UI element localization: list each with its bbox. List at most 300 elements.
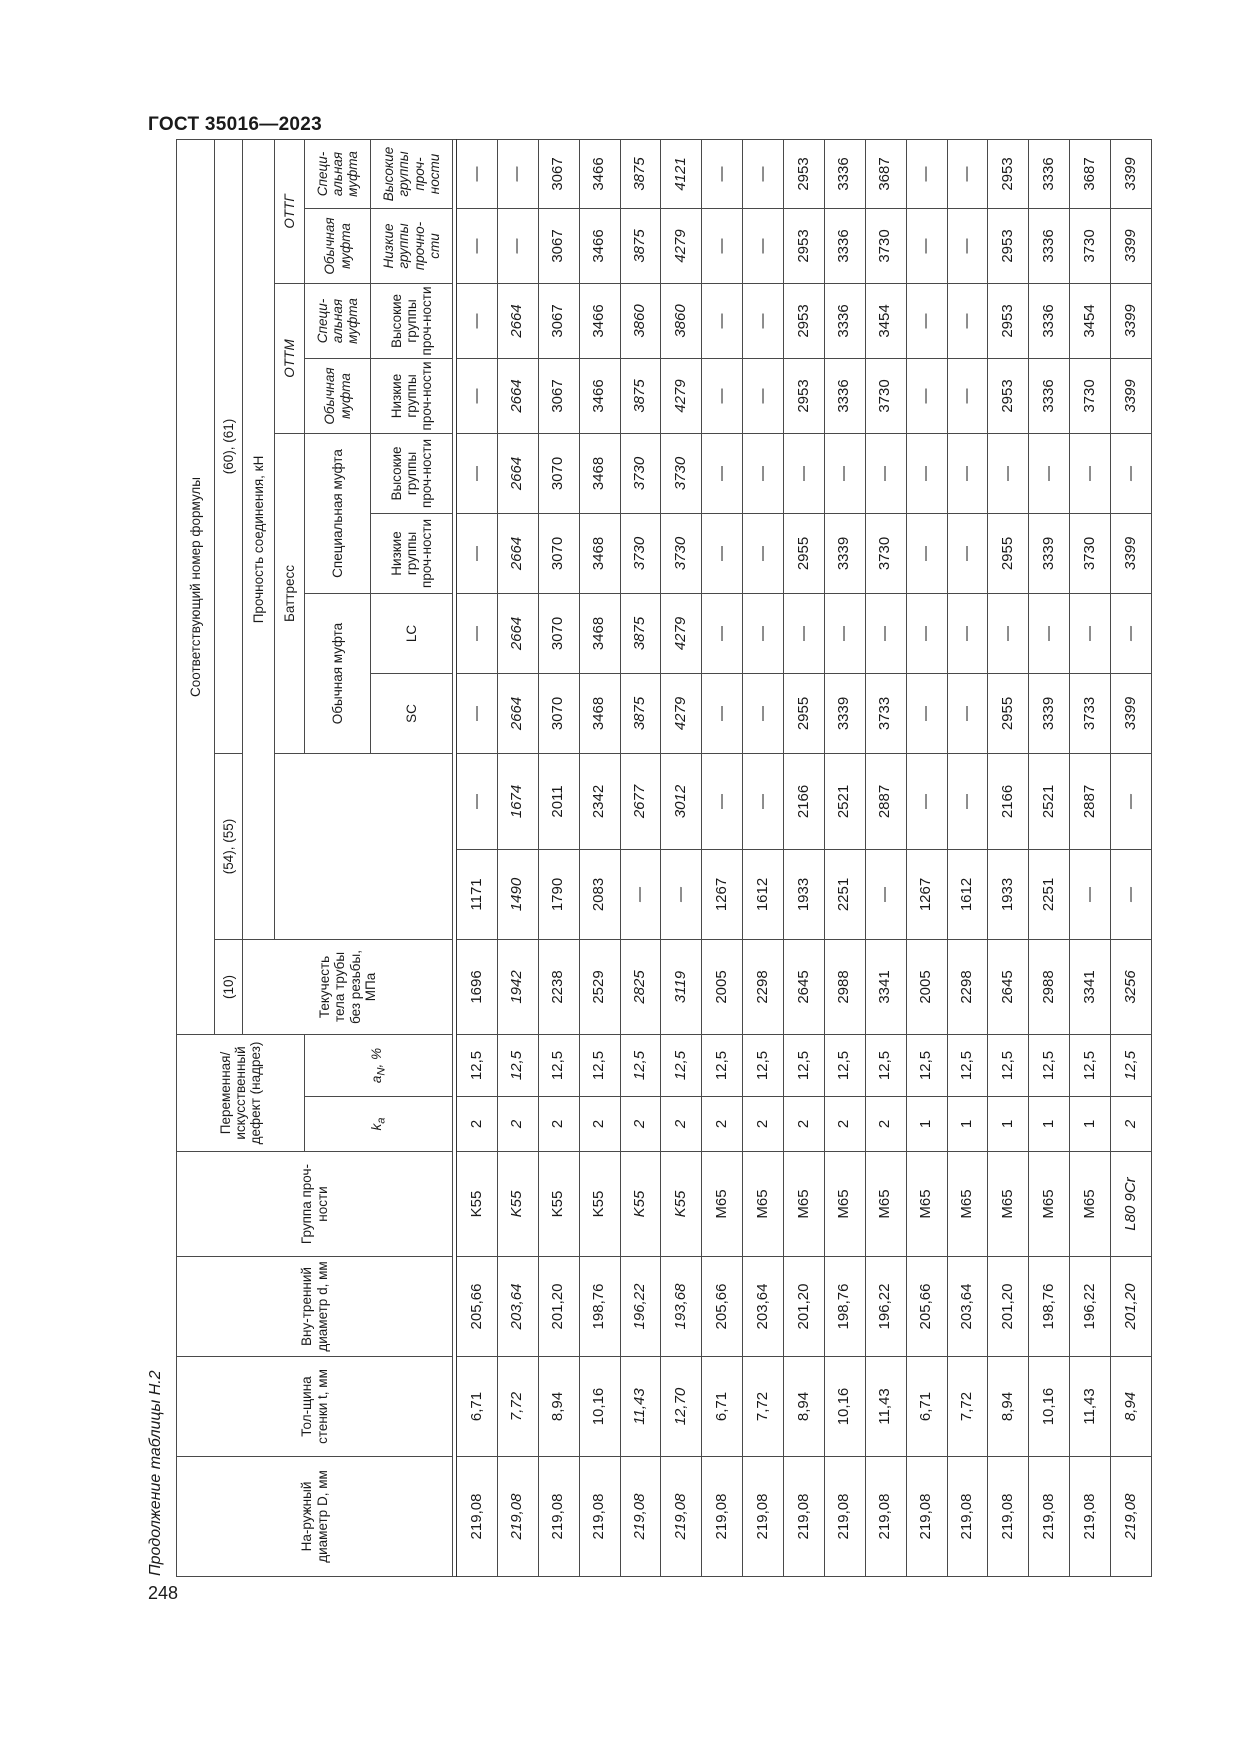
table-cell: M65 bbox=[947, 1152, 988, 1257]
table-row bbox=[538, 139, 579, 1576]
table-cell: 3012 bbox=[661, 753, 702, 849]
table-cell: 12,5 bbox=[620, 1034, 661, 1096]
table-cell: 11,43 bbox=[620, 1357, 661, 1457]
table-cell: 2953 bbox=[988, 283, 1029, 358]
table-cell: — bbox=[457, 513, 498, 593]
table-cell: M65 bbox=[743, 1152, 784, 1257]
header-buttress-regular-low: Низкие группы проч-ности bbox=[371, 513, 453, 593]
table-cell: 3339 bbox=[824, 513, 865, 593]
table-cell: 2005 bbox=[906, 939, 947, 1034]
table-cell: — bbox=[702, 208, 743, 283]
table-row bbox=[947, 139, 988, 1576]
table-cell: — bbox=[743, 358, 784, 433]
table-cell: — bbox=[743, 593, 784, 673]
table-cell: M65 bbox=[906, 1152, 947, 1257]
table-cell: 201,20 bbox=[538, 1257, 579, 1357]
table-cell: 12,5 bbox=[702, 1034, 743, 1096]
table-cell: 3875 bbox=[620, 673, 661, 753]
table-row bbox=[824, 139, 865, 1576]
page-number: 248 bbox=[148, 1583, 179, 1603]
table-cell: 2955 bbox=[784, 513, 825, 593]
table-cell: 219,08 bbox=[702, 1457, 743, 1577]
table-cell: — bbox=[906, 208, 947, 283]
table-row bbox=[1029, 139, 1070, 1576]
table-cell: 12,5 bbox=[538, 1034, 579, 1096]
header-formula-54-55: (54), (55) bbox=[215, 753, 243, 939]
table-cell: — bbox=[906, 358, 947, 433]
table-cell: K55 bbox=[661, 1152, 702, 1257]
table-cell: 12,5 bbox=[579, 1034, 620, 1096]
table-cell: 2005 bbox=[702, 939, 743, 1034]
table-cell: 2529 bbox=[579, 939, 620, 1034]
table-cell: 11,43 bbox=[865, 1357, 906, 1457]
table-cell: 2 bbox=[620, 1097, 661, 1152]
table-cell: — bbox=[457, 139, 498, 208]
table-cell: 2664 bbox=[497, 673, 538, 753]
table-cell: 3468 bbox=[579, 673, 620, 753]
header-special-coupling: Специальная муфта bbox=[305, 433, 371, 593]
table-cell: 219,08 bbox=[743, 1457, 784, 1577]
table-cell: 1696 bbox=[457, 939, 498, 1034]
table-cell: 4279 bbox=[661, 208, 702, 283]
table-cell: 10,16 bbox=[579, 1357, 620, 1457]
table-cell: 205,66 bbox=[702, 1257, 743, 1357]
table-cell: — bbox=[906, 753, 947, 849]
table-cell: 1612 bbox=[743, 849, 784, 939]
table-cell: 3399 bbox=[1111, 513, 1152, 593]
table-cell: 3336 bbox=[1029, 208, 1070, 283]
table-cell: 11,43 bbox=[1070, 1357, 1111, 1457]
table-cell: 7,72 bbox=[497, 1357, 538, 1457]
table-cell: 219,08 bbox=[1070, 1457, 1111, 1577]
header-formula-60-61: (60), (61) bbox=[215, 139, 243, 753]
table-cell: 2 bbox=[702, 1097, 743, 1152]
table-cell: 198,76 bbox=[1029, 1257, 1070, 1357]
table-cell: 2887 bbox=[865, 753, 906, 849]
table-cell: 193,68 bbox=[661, 1257, 702, 1357]
table-cell: 3468 bbox=[579, 593, 620, 673]
table-cell: — bbox=[947, 139, 988, 208]
table-cell: 1267 bbox=[906, 849, 947, 939]
table-body bbox=[177, 139, 1152, 1576]
table-cell: 2521 bbox=[824, 753, 865, 849]
table-cell: 2251 bbox=[824, 849, 865, 939]
table-cell: L80 9Cr bbox=[1111, 1152, 1152, 1257]
table-cell: 8,94 bbox=[988, 1357, 1029, 1457]
header-strength-group: Группа проч-ности bbox=[177, 1152, 453, 1257]
table-cell: 205,66 bbox=[906, 1257, 947, 1357]
table-cell: 219,08 bbox=[906, 1457, 947, 1577]
table-cell: 3468 bbox=[579, 513, 620, 593]
table-cell: M65 bbox=[824, 1152, 865, 1257]
table-cell: — bbox=[906, 433, 947, 513]
table-cell: 3730 bbox=[865, 358, 906, 433]
table-cell: 198,76 bbox=[824, 1257, 865, 1357]
table-cell: 3070 bbox=[538, 673, 579, 753]
table-cell: — bbox=[784, 433, 825, 513]
table-cell: — bbox=[743, 673, 784, 753]
table-cell: 1674 bbox=[497, 753, 538, 849]
table-cell: 2953 bbox=[784, 139, 825, 208]
table-cell: — bbox=[947, 433, 988, 513]
table-cell: 1171 bbox=[457, 849, 498, 939]
table-cell: 3466 bbox=[579, 139, 620, 208]
table-cell: 12,5 bbox=[824, 1034, 865, 1096]
table-cell: — bbox=[457, 358, 498, 433]
table-cell: K55 bbox=[497, 1152, 538, 1257]
table-cell: 2011 bbox=[538, 753, 579, 849]
table-cell: 3875 bbox=[620, 358, 661, 433]
table-cell: — bbox=[743, 208, 784, 283]
rotated-table-container bbox=[176, 146, 1152, 1577]
table-cell: 12,70 bbox=[661, 1357, 702, 1457]
table-cell: 12,5 bbox=[784, 1034, 825, 1096]
table-cell: 219,08 bbox=[457, 1457, 498, 1577]
table-cell: M65 bbox=[784, 1152, 825, 1257]
table-cell: 219,08 bbox=[824, 1457, 865, 1577]
table-cell: 196,22 bbox=[865, 1257, 906, 1357]
table-cell: — bbox=[1070, 849, 1111, 939]
header-inner-diameter: Вну-тренний диаметр d, мм bbox=[177, 1257, 453, 1357]
table-cell: 1933 bbox=[988, 849, 1029, 939]
table-cell: — bbox=[988, 433, 1029, 513]
table-cell: 3067 bbox=[538, 139, 579, 208]
header-defect: Переменная/искусственный дефект (надрез) bbox=[177, 1034, 305, 1151]
table-cell: 2645 bbox=[784, 939, 825, 1034]
header-an: $a_N$, % bbox=[305, 1034, 453, 1096]
table-cell: 3399 bbox=[1111, 673, 1152, 753]
table-cell: 3070 bbox=[538, 513, 579, 593]
header-yield: Текучесть тела трубы без резьбы, МПа bbox=[243, 939, 453, 1034]
header-ottg-special: Специ-альная муфта bbox=[305, 139, 371, 208]
table-cell: 10,16 bbox=[824, 1357, 865, 1457]
table-cell: 2953 bbox=[784, 283, 825, 358]
table-cell: 6,71 bbox=[702, 1357, 743, 1457]
table-cell: 2083 bbox=[579, 849, 620, 939]
table-cell: — bbox=[784, 593, 825, 673]
table-cell: 219,08 bbox=[865, 1457, 906, 1577]
table-cell: — bbox=[743, 139, 784, 208]
table-cell: 219,08 bbox=[538, 1457, 579, 1577]
table-cell: 203,64 bbox=[497, 1257, 538, 1357]
table-cell: 3399 bbox=[1111, 283, 1152, 358]
table-cell: 2166 bbox=[784, 753, 825, 849]
table-cell: 196,22 bbox=[620, 1257, 661, 1357]
table-cell: 3860 bbox=[661, 283, 702, 358]
document-header: ГОСТ 35016—2023 bbox=[148, 114, 323, 135]
table-cell: K55 bbox=[579, 1152, 620, 1257]
header-wall-thickness: Тол-щина стенки t, мм bbox=[177, 1357, 453, 1457]
table-cell: — bbox=[865, 433, 906, 513]
table-cell: 3687 bbox=[1070, 139, 1111, 208]
table-cell: 3733 bbox=[865, 673, 906, 753]
table-row bbox=[1070, 139, 1111, 1576]
table-cell: 2 bbox=[784, 1097, 825, 1152]
table-caption: Продолжение таблицы Н.2 bbox=[147, 1370, 164, 1576]
table-cell: 219,08 bbox=[988, 1457, 1029, 1577]
table-row bbox=[865, 139, 906, 1576]
table-cell: — bbox=[1111, 593, 1152, 673]
table-cell: 1 bbox=[1029, 1097, 1070, 1152]
table-cell: — bbox=[947, 208, 988, 283]
table-cell: — bbox=[906, 673, 947, 753]
table-cell: 2 bbox=[824, 1097, 865, 1152]
table-row bbox=[988, 139, 1029, 1576]
table-cell: 3256 bbox=[1111, 939, 1152, 1034]
table-cell: 3336 bbox=[1029, 139, 1070, 208]
table-cell: — bbox=[457, 673, 498, 753]
header-ottg-regular: Обычная муфта bbox=[305, 208, 371, 283]
table-cell: 4121 bbox=[661, 139, 702, 208]
table-cell: 2342 bbox=[579, 753, 620, 849]
table-cell: 2 bbox=[743, 1097, 784, 1152]
table-cell: K55 bbox=[457, 1152, 498, 1257]
table-cell: — bbox=[497, 139, 538, 208]
table-cell: 219,08 bbox=[947, 1457, 988, 1577]
table-cell: 3336 bbox=[824, 283, 865, 358]
table-cell: 219,08 bbox=[1111, 1457, 1152, 1577]
table-cell: 3875 bbox=[620, 139, 661, 208]
table-cell: 1933 bbox=[784, 849, 825, 939]
table-cell: 3466 bbox=[579, 283, 620, 358]
table-cell: 3119 bbox=[661, 939, 702, 1034]
table-cell: — bbox=[743, 753, 784, 849]
table-cell: 4279 bbox=[661, 358, 702, 433]
table-cell: — bbox=[1111, 753, 1152, 849]
table-cell: 198,76 bbox=[579, 1257, 620, 1357]
table-cell: 203,64 bbox=[947, 1257, 988, 1357]
table-cell: 12,5 bbox=[865, 1034, 906, 1096]
table-cell: M65 bbox=[988, 1152, 1029, 1257]
table-cell: — bbox=[947, 753, 988, 849]
table-cell: 219,08 bbox=[784, 1457, 825, 1577]
table-cell: 2988 bbox=[824, 939, 865, 1034]
table-cell: — bbox=[865, 593, 906, 673]
table-cell: 3399 bbox=[1111, 358, 1152, 433]
table-cell: 2825 bbox=[620, 939, 661, 1034]
table-cell: 3730 bbox=[865, 513, 906, 593]
table-cell: — bbox=[824, 593, 865, 673]
table-cell: 3466 bbox=[579, 208, 620, 283]
table-cell: 3468 bbox=[579, 433, 620, 513]
table-row bbox=[784, 139, 825, 1576]
table-cell: 3067 bbox=[538, 358, 579, 433]
table-cell: — bbox=[457, 753, 498, 849]
table-cell: 3341 bbox=[865, 939, 906, 1034]
table-cell: — bbox=[906, 283, 947, 358]
header-formula-10: (10) bbox=[215, 939, 243, 1034]
table-cell: 3733 bbox=[1070, 673, 1111, 753]
table-cell: 2953 bbox=[784, 358, 825, 433]
header-ka: $k_a$ bbox=[305, 1097, 453, 1152]
table-cell: 1 bbox=[988, 1097, 1029, 1152]
table-cell: 2953 bbox=[988, 208, 1029, 283]
table-cell: 2166 bbox=[988, 753, 1029, 849]
table-cell: 3067 bbox=[538, 208, 579, 283]
table-row bbox=[457, 139, 498, 1576]
table-cell: 8,94 bbox=[784, 1357, 825, 1457]
table-cell: — bbox=[702, 139, 743, 208]
table-cell: — bbox=[702, 593, 743, 673]
table-cell: 3860 bbox=[620, 283, 661, 358]
table-cell: M65 bbox=[1029, 1152, 1070, 1257]
table-cell: — bbox=[457, 283, 498, 358]
table-cell: — bbox=[702, 358, 743, 433]
table-cell: K55 bbox=[538, 1152, 579, 1257]
table-cell: K55 bbox=[620, 1152, 661, 1257]
table-row bbox=[743, 139, 784, 1576]
table-cell: 2521 bbox=[1029, 753, 1070, 849]
table-cell: — bbox=[947, 283, 988, 358]
table-cell: — bbox=[1029, 593, 1070, 673]
table-cell: — bbox=[743, 433, 784, 513]
table-cell: — bbox=[1111, 433, 1152, 513]
header-formula-number: Соответствующий номер формулы bbox=[177, 139, 215, 1034]
header-lc: LC bbox=[371, 593, 453, 673]
table-cell: 3687 bbox=[865, 139, 906, 208]
table-cell: 12,5 bbox=[1029, 1034, 1070, 1096]
header-ottm-special: Специ-альная муфта bbox=[305, 283, 371, 358]
header-ottm-regular-low: Низкие группы прочно-сти bbox=[371, 208, 453, 283]
table-cell: — bbox=[457, 208, 498, 283]
table-cell: 196,22 bbox=[1070, 1257, 1111, 1357]
table-cell: — bbox=[457, 593, 498, 673]
table-cell: 3070 bbox=[538, 433, 579, 513]
table-cell: 2664 bbox=[497, 433, 538, 513]
table-cell: 3067 bbox=[538, 283, 579, 358]
header-ottg: ОТТГ bbox=[275, 139, 305, 283]
table-cell: 219,08 bbox=[497, 1457, 538, 1577]
table-cell: 6,71 bbox=[457, 1357, 498, 1457]
table-cell: 4279 bbox=[661, 673, 702, 753]
table-cell: 3730 bbox=[1070, 358, 1111, 433]
table-cell: — bbox=[1070, 593, 1111, 673]
table-cell: 8,94 bbox=[1111, 1357, 1152, 1457]
table-cell: 12,5 bbox=[661, 1034, 702, 1096]
header-sc: SC bbox=[371, 673, 453, 753]
table-cell: 12,5 bbox=[1070, 1034, 1111, 1096]
table-cell: 12,5 bbox=[497, 1034, 538, 1096]
table-cell: 12,5 bbox=[906, 1034, 947, 1096]
header-buttress-regular-high: Высокие группы проч-ности bbox=[371, 433, 453, 513]
table-cell: 1490 bbox=[497, 849, 538, 939]
table-cell: — bbox=[906, 513, 947, 593]
table-row bbox=[1111, 139, 1152, 1576]
table-cell: 3730 bbox=[620, 433, 661, 513]
table-cell: — bbox=[1029, 433, 1070, 513]
header-regular-coupling: Обычная муфта bbox=[305, 593, 371, 753]
header-ottm-regular: Обычная муфта bbox=[305, 358, 371, 433]
table-cell: 12,5 bbox=[947, 1034, 988, 1096]
table-cell: 3454 bbox=[1070, 283, 1111, 358]
table-cell: — bbox=[497, 208, 538, 283]
header-ottm-special-high: Высокие группы проч-ности bbox=[371, 139, 453, 208]
table-box bbox=[176, 146, 1152, 1577]
data-table bbox=[176, 139, 1152, 1577]
table-caption-wrap bbox=[144, 1326, 168, 1576]
table-cell: 2 bbox=[865, 1097, 906, 1152]
table-cell: 1942 bbox=[497, 939, 538, 1034]
table-cell: 2887 bbox=[1070, 753, 1111, 849]
table-cell: 3336 bbox=[824, 139, 865, 208]
table-cell: 203,64 bbox=[743, 1257, 784, 1357]
table-cell: 2 bbox=[579, 1097, 620, 1152]
table-cell: — bbox=[702, 753, 743, 849]
table-cell: 4279 bbox=[661, 593, 702, 673]
table-cell: 3730 bbox=[661, 433, 702, 513]
table-cell: 2664 bbox=[497, 283, 538, 358]
table-cell: 205,66 bbox=[457, 1257, 498, 1357]
table-cell: — bbox=[906, 139, 947, 208]
table-cell: 1 bbox=[906, 1097, 947, 1152]
table-cell: 1790 bbox=[538, 849, 579, 939]
table-cell: 2 bbox=[538, 1097, 579, 1152]
table-cell: 2 bbox=[661, 1097, 702, 1152]
table-cell: — bbox=[702, 673, 743, 753]
table-row bbox=[702, 139, 743, 1576]
table-cell: 2238 bbox=[538, 939, 579, 1034]
header-outer-diameter: На-ружный диаметр D, мм bbox=[177, 1457, 453, 1577]
table-cell: 6,71 bbox=[906, 1357, 947, 1457]
table-cell: 2953 bbox=[784, 208, 825, 283]
table-cell: 3339 bbox=[824, 673, 865, 753]
table-cell: 1267 bbox=[702, 849, 743, 939]
table-cell: 2955 bbox=[988, 673, 1029, 753]
table-row bbox=[497, 139, 538, 1576]
table-cell: 2 bbox=[457, 1097, 498, 1152]
table-row bbox=[579, 139, 620, 1576]
table-cell: 3730 bbox=[661, 513, 702, 593]
table-cell: M65 bbox=[702, 1152, 743, 1257]
table-cell: 2955 bbox=[784, 673, 825, 753]
table-row bbox=[620, 139, 661, 1576]
table-cell: 1 bbox=[947, 1097, 988, 1152]
table-cell: 2298 bbox=[743, 939, 784, 1034]
table-cell: 201,20 bbox=[1111, 1257, 1152, 1357]
table-cell: — bbox=[824, 433, 865, 513]
table-cell: — bbox=[906, 593, 947, 673]
header-buttress: Баттресс bbox=[275, 433, 305, 753]
table-cell: 1 bbox=[1070, 1097, 1111, 1152]
table-cell: 2251 bbox=[1029, 849, 1070, 939]
header-buttress-special-low: Низкие группы проч-ности bbox=[371, 358, 453, 433]
table-cell: — bbox=[865, 849, 906, 939]
table-cell: 3399 bbox=[1111, 208, 1152, 283]
table-cell: — bbox=[1111, 849, 1152, 939]
table-cell: 7,72 bbox=[947, 1357, 988, 1457]
table-cell: 3336 bbox=[824, 208, 865, 283]
table-cell: 8,94 bbox=[538, 1357, 579, 1457]
table-cell: 219,08 bbox=[1029, 1457, 1070, 1577]
table-cell: — bbox=[743, 513, 784, 593]
table-cell: 12,5 bbox=[457, 1034, 498, 1096]
table-cell: — bbox=[702, 513, 743, 593]
table-cell: 7,72 bbox=[743, 1357, 784, 1457]
table-cell: 219,08 bbox=[579, 1457, 620, 1577]
table-cell: — bbox=[1070, 433, 1111, 513]
table-cell: 3730 bbox=[1070, 208, 1111, 283]
table-cell: 2955 bbox=[988, 513, 1029, 593]
table-cell: 12,5 bbox=[743, 1034, 784, 1096]
table-cell: 1612 bbox=[947, 849, 988, 939]
table-cell: 3730 bbox=[865, 208, 906, 283]
table-cell: M65 bbox=[865, 1152, 906, 1257]
table-cell: — bbox=[620, 849, 661, 939]
table-cell: 3730 bbox=[620, 513, 661, 593]
table-cell: M65 bbox=[1070, 1152, 1111, 1257]
table-cell: 3336 bbox=[1029, 358, 1070, 433]
table-cell: 3336 bbox=[824, 358, 865, 433]
